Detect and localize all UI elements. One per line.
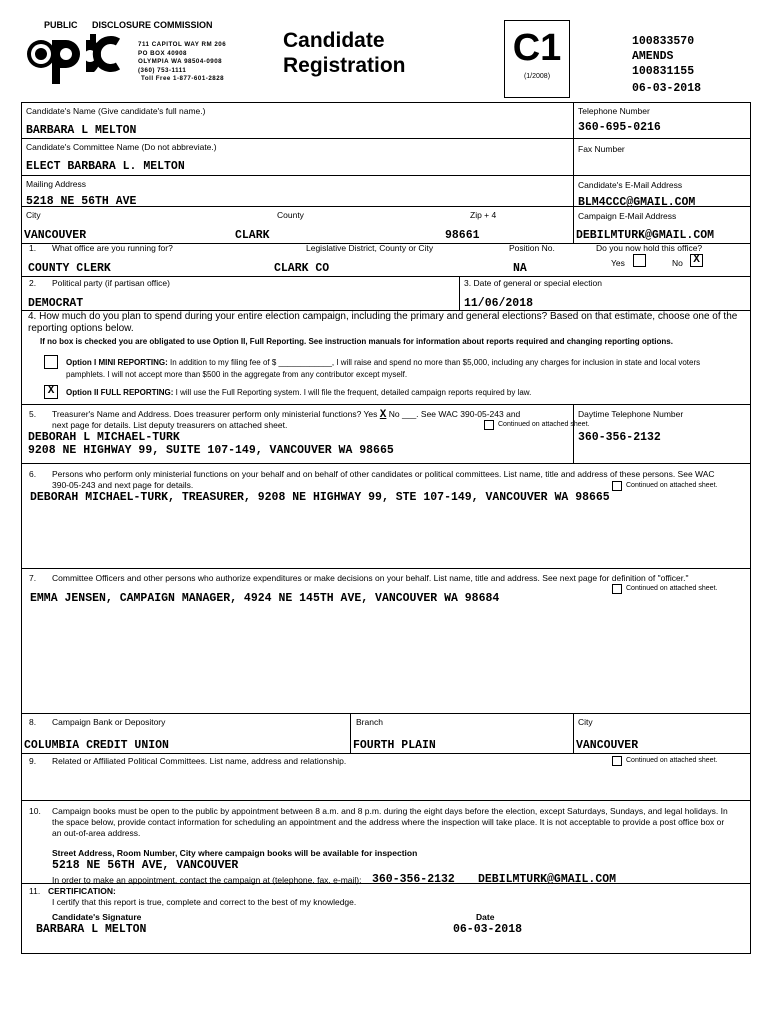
county-label: County [277,210,304,220]
q11-signature-value[interactable]: BARBARA L MELTON [36,923,147,936]
q1-yes-label: Yes [611,258,625,268]
q5-number: 5. [29,409,37,419]
address-line: OLYMPIA WA 98504-0908 [138,58,223,66]
candidate-email-label: Candidate's E-Mail Address [578,180,683,190]
q6-continued-label: Continued on attached sheet. [626,482,718,489]
q10-street-label: Street Address, Room Number, City where campaign books will be available for inspection [52,848,418,858]
address-line: Toll Free 1-877-601-2828 [141,75,225,83]
form-title-line2: Registration [283,54,406,77]
q5-continued-label: Continued on attached sheet. [498,421,590,428]
q4-option2-text: I will use the Full Reporting system. I will file the frequent, detailed campaign reports required by law. [175,388,532,397]
q1-district-label: Legislative District, County or City [306,243,434,253]
q11-signature-label: Candidate's Signature [52,912,142,922]
q5-phone-value[interactable]: 360-356-2132 [578,431,661,444]
q3-election-date-value[interactable]: 11/06/2018 [464,297,534,310]
form-code: C1 [512,27,562,69]
q8-branch-label: Branch [356,717,383,727]
q6-value[interactable]: DEBORAH MICHAEL-TURK, TREASURER, 9208 NE HIGHWAY 99, STE 107-149, VANCOUVER WA 98665 [30,491,610,504]
q2-party-value[interactable]: DEMOCRAT [28,297,84,310]
q4-option2-checkbox[interactable]: X [44,385,58,399]
q5-question-text-c: next page for details. List deputy treasurers on attached sheet. [52,420,288,430]
commission-name-disclosure: DISCLOSURE COMMISSION [92,20,213,30]
city-label: City [26,210,41,220]
q6-number: 6. [29,469,37,479]
amends-label: AMENDS [632,50,674,63]
filed-date: 06-03-2018 [632,82,702,95]
q1-no-checkbox[interactable]: X [690,254,703,267]
q4-option1-checkbox[interactable] [44,355,58,369]
q5-continued-checkbox[interactable] [484,420,494,430]
telephone-value[interactable]: 360-695-0216 [578,121,661,134]
q10-contact-label: In order to make an appointment, contact the campaign at (telephone, fax, e-mail): [52,875,362,885]
q4-option1-title: Option I MINI REPORTING: [66,358,168,367]
zip-label: Zip + 4 [470,210,497,220]
q5-treasurer-name[interactable]: DEBORAH L MICHAEL-TURK [28,431,180,444]
address-line: 711 CAPITOL WAY RM 206 [138,41,227,48]
q9-continued-checkbox[interactable] [612,756,622,766]
q5-treasurer-question [52,409,520,420]
address-line: PO BOX 40908 [138,49,187,57]
q1-hold-office-label: Do you now hold this office? [596,243,703,253]
form-revision-date: (1/2008) [523,73,551,80]
q5-question-text: Treasurer's Name and Address. Does treasurer perform only ministerial functions? Yes [52,409,378,419]
q10-street-value[interactable]: 5218 NE 56TH AVE, VANCOUVER [52,859,239,872]
q11-title: CERTIFICATION: [48,886,116,896]
mailing-address-label: Mailing Address [26,179,87,189]
form-code-box [504,20,570,98]
city-value[interactable]: VANCOUVER [24,229,87,242]
q1-no-label: No [672,258,683,268]
q1-district-value[interactable]: CLARK CO [274,262,330,275]
q7-value[interactable]: EMMA JENSEN, CAMPAIGN MANAGER, 4924 NE 145TH AVE, VANCOUVER WA 98684 [30,592,500,605]
q8-bank-label: Campaign Bank or Depository [52,717,166,727]
pdc-logo [24,30,134,88]
q6-text: Persons who perform only ministerial functions on your behalf and on behalf of other candidates or political committees. List name, title and address of these persons. See WAC 390-05-243 and next page for details. [52,469,715,490]
form-title-line1: Candidate [283,29,385,52]
q2-party-label: Political party (if partisan office) [52,278,170,288]
q1-number: 1. [29,243,37,253]
q3-election-date-label: 3. Date of general or special election [464,278,602,288]
q8-bank-value[interactable]: COLUMBIA CREDIT UNION [24,739,169,752]
q8-branch-value[interactable]: FOURTH PLAIN [353,739,436,752]
q4-option2-title: Option II FULL REPORTING: [66,388,174,397]
commission-name-public: PUBLIC [44,20,78,30]
q9-text: Related or Affiliated Political Committees. List name, address and relationship. [52,756,347,766]
campaign-email-value[interactable]: DEBILMTURK@GMAIL.COM [576,229,715,242]
committee-name-value[interactable]: ELECT BARBARA L. MELTON [26,160,185,173]
q10-number: 10. [29,806,41,816]
amends-number: 100831155 [632,65,695,78]
q7-text: Committee Officers and other persons who authorize expenditures or make decisions on your behalf. List name, title and address. See next page for definition of "officer." [52,573,689,583]
address-line: (360) 753-1111 [138,66,187,74]
report-number: 100833570 [632,35,695,48]
q5-question-text-b: No ___. See WAC 390-05-243 and [388,409,521,419]
q10-contact-phone[interactable]: 360-356-2132 [372,873,455,886]
commission-address [138,41,226,84]
q1-yes-checkbox[interactable] [633,254,646,267]
q1-office-label: What office are you running for? [52,243,173,253]
q10-text: Campaign books must be open to the public by appointment between 8 a.m. and 8 p.m. during the eight days before the election, except Saturdays, Sundays, and legal holidays. In the space below, provide contact information for scheduling an appointment and the address where the inspection will take place. It is not acceptable to provide a post office box or an out-of-area address. [52,806,728,838]
q4-option1-text: In addition to my filing fee of $ ____________, I will raise and spend no more than $5,000, including any charges for inclusion in state and local voters pamphlets. I will not accept more than $500 in the aggregate from any contributor except myself. [66,358,701,379]
q8-number: 8. [29,717,37,727]
q5-yes-mark[interactable]: X [379,409,387,421]
q5-treasurer-address[interactable]: 9208 NE HIGHWAY 99, SUITE 107-149, VANCOUVER WA 98665 [28,444,394,457]
candidate-name-value[interactable]: BARBARA L MELTON [26,124,137,137]
form-title [283,28,406,78]
q11-certification-text: I certify that this report is true, complete and correct to the best of my knowledge. [52,897,357,907]
filing-numbers [632,34,701,96]
q11-number: 11. [29,886,41,896]
q7-continued-label: Continued on attached sheet. [626,585,718,592]
q4-note: If no box is checked you are obligated to use Option II, Full Reporting. See instruction manuals for information about reports required and changing reporting options. [40,337,673,346]
q2-number: 2. [29,278,37,288]
q4-text: 4. How much do you plan to spend during your entire election campaign, including the primary and general elections? Based on that estimate, choose one of the reporting options below. [28,311,738,334]
mailing-address-value[interactable]: 5218 NE 56TH AVE [26,195,137,208]
q7-continued-checkbox[interactable] [612,584,622,594]
q8-city-label: City [578,717,593,727]
candidate-name-label: Candidate's Name (Give candidate's full name.) [26,106,206,116]
q10-contact-email[interactable]: DEBILMTURK@GMAIL.COM [478,873,617,886]
zip-value[interactable]: 98661 [445,229,480,242]
q6-continued-checkbox[interactable] [612,481,622,491]
q7-number: 7. [29,573,37,583]
q8-city-value[interactable]: VANCOUVER [576,739,639,752]
committee-name-label: Candidate's Committee Name (Do not abbreviate.) [26,142,217,152]
q11-date-value[interactable]: 06-03-2018 [453,923,523,936]
q1-position-value[interactable]: NA [513,262,527,275]
county-value[interactable]: CLARK [235,229,270,242]
campaign-email-label: Campaign E-Mail Address [578,211,677,221]
q4-option2 [66,387,736,399]
q4-option1 [66,357,736,381]
q1-office-value[interactable]: COUNTY CLERK [28,262,111,275]
q5-phone-label: Daytime Telephone Number [578,409,684,419]
q9-number: 9. [29,756,37,766]
q1-position-label: Position No. [509,243,555,253]
q9-continued-label: Continued on attached sheet. [626,757,718,764]
fax-label: Fax Number [578,144,625,154]
telephone-label: Telephone Number [578,106,650,116]
q11-date-label: Date [476,912,495,922]
candidate-email-value[interactable]: BLM4CCC@GMAIL.COM [578,196,696,209]
